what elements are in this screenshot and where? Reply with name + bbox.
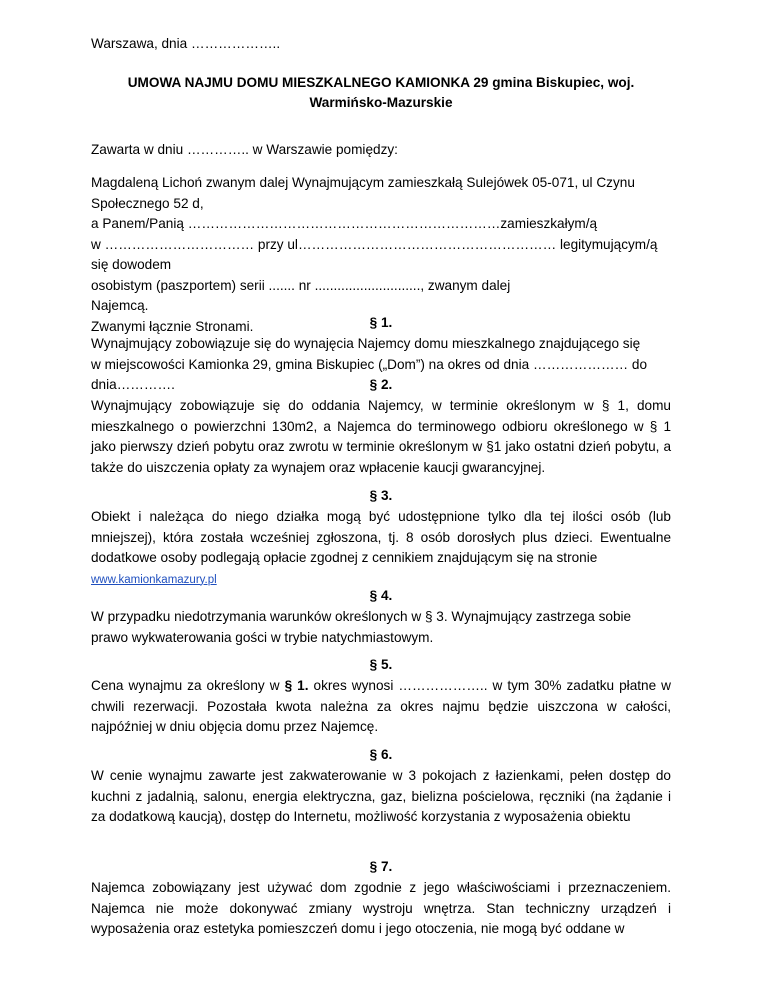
section-4-body (91, 607, 671, 648)
parties-statement: Zwanymi łącznie Stronami. (91, 318, 254, 334)
section-5-text-before: Cena wynajmu za określony w (91, 678, 285, 693)
document-title-line-1: UMOWA NAJMU DOMU MIESZKALNEGO KAMIONKA 29 gmina Biskupiec, woj. (127, 75, 635, 90)
document-title (91, 73, 671, 113)
concluded-statement: Zawarta w dniu ………….. w Warszawie pomiędzy: (91, 142, 398, 157)
section-5-body (91, 676, 671, 738)
lessor-line-1: Magdaleną Lichoń zwanym dalej Wynajmującym zamieszkałą Sulejówek 05-071, ul Czynu (91, 175, 635, 190)
section-2-body: Wynajmujący zobowiązuje się do oddania Najemcy, w terminie określonym w § 1, domu mieszkalnego o powierzchni 130m2, a Najemca do terminowego odbioru określonego w § 1 jako pierwszy dzień pobytu oraz zwrotu w terminie określonym w §1 jako ostatni dzień pobytu, a także do uiszczenia opłaty za wynajem oraz wpłacenie kaucji gwarancyjnej. (91, 398, 671, 475)
tenant-line-1: a Panem/Panią ……………………………………………………………zamieszkałym/ą (91, 216, 598, 231)
tenant-line-4: Najemcą. (91, 298, 149, 313)
section-5-heading: § 5. (369, 657, 393, 672)
website-link[interactable]: www.kamionkamazury.pl (91, 573, 217, 586)
section-6-heading: § 6. (369, 747, 393, 762)
section-4-line-1: W przypadku niedotrzymania warunków określonych w § 3. Wynajmujący zastrzega sobie (91, 609, 632, 624)
section-5-text-after: okres wynosi ……………….. w tym 30% zadatku płatne w chwili rezerwacji. Pozostała kwota należna za okres najmu będzie uiszczona w całości, najpóźniej w dniu objęcia domu przez Najemcę. (91, 678, 671, 734)
section-3-body (91, 507, 671, 590)
tenant-line-2: w …………………………… przy ul………………………………………………… legitymującym/ą się dowodem (91, 236, 658, 272)
section-1-heading: § 1. (369, 315, 393, 330)
section-2-heading: § 2. (369, 377, 393, 392)
section-3-heading: § 3. (369, 488, 393, 503)
section-4-heading: § 4. (369, 588, 393, 603)
section-1-line-3: dnia…………. (91, 377, 175, 392)
document-title-line-2: Warmińsko-Mazurskie (309, 95, 453, 110)
lessor-line-2: Społecznego 52 d, (91, 195, 204, 211)
section-7-body: Najemca zobowiązany jest używać dom zgodnie z jego właściwościami i przeznaczeniem. Najemca nie może dokonywać zmiany wystroju wnętrza. Stan techniczny urządzeń i wyposażenia oraz estetyka pomieszczeń domu i jego otoczenia, nie mogą być oddane w (91, 880, 671, 936)
contract-document (91, 0, 671, 994)
place-and-date: Warszawa, dnia ……………….. (91, 36, 281, 51)
tenant-line-3: osobistym (paszportem) serii ....... nr ............................, zwanym dalej (91, 277, 511, 293)
section-1-line-1: Wynajmujący zobowiązuje się do wynajęcia Najemcy domu mieszkalnego znajdującego się (91, 336, 641, 351)
section-7-heading: § 7. (369, 859, 393, 874)
section-1-line-2: w miejscowości Kamionka 29, gmina Biskupiec („Dom”) na okres od dnia ………………… do (91, 356, 648, 372)
section-4-line-2: prawo wykwaterowania gości w trybie natychmiastowym. (91, 629, 434, 645)
section-6-body: W cenie wynajmu zawarte jest zakwaterowanie w 3 pokojach z łazienkami, pełen dostęp do kuchni z jadalnią, salonu, energia elektryczna, gaz, bielizna pościelowa, ręczniki (na żądanie i za dodatkową kaucją), dostęp do Internetu, możliwość korzystania z wyposażenia obiektu (91, 768, 671, 824)
section-3-text: Obiekt i należąca do niego działka mogą być udostępnione tylko dla tej ilości osób (lub mniejszej), która została wcześniej zgłoszona, tj. 8 osób dorosłych plus dzieci. Ewentualne dodatkowe osoby podlegają opłacie zgodnej z cennikiem znajdującym się na stronie (91, 509, 671, 565)
section-5-reference: § 1. (284, 678, 309, 693)
